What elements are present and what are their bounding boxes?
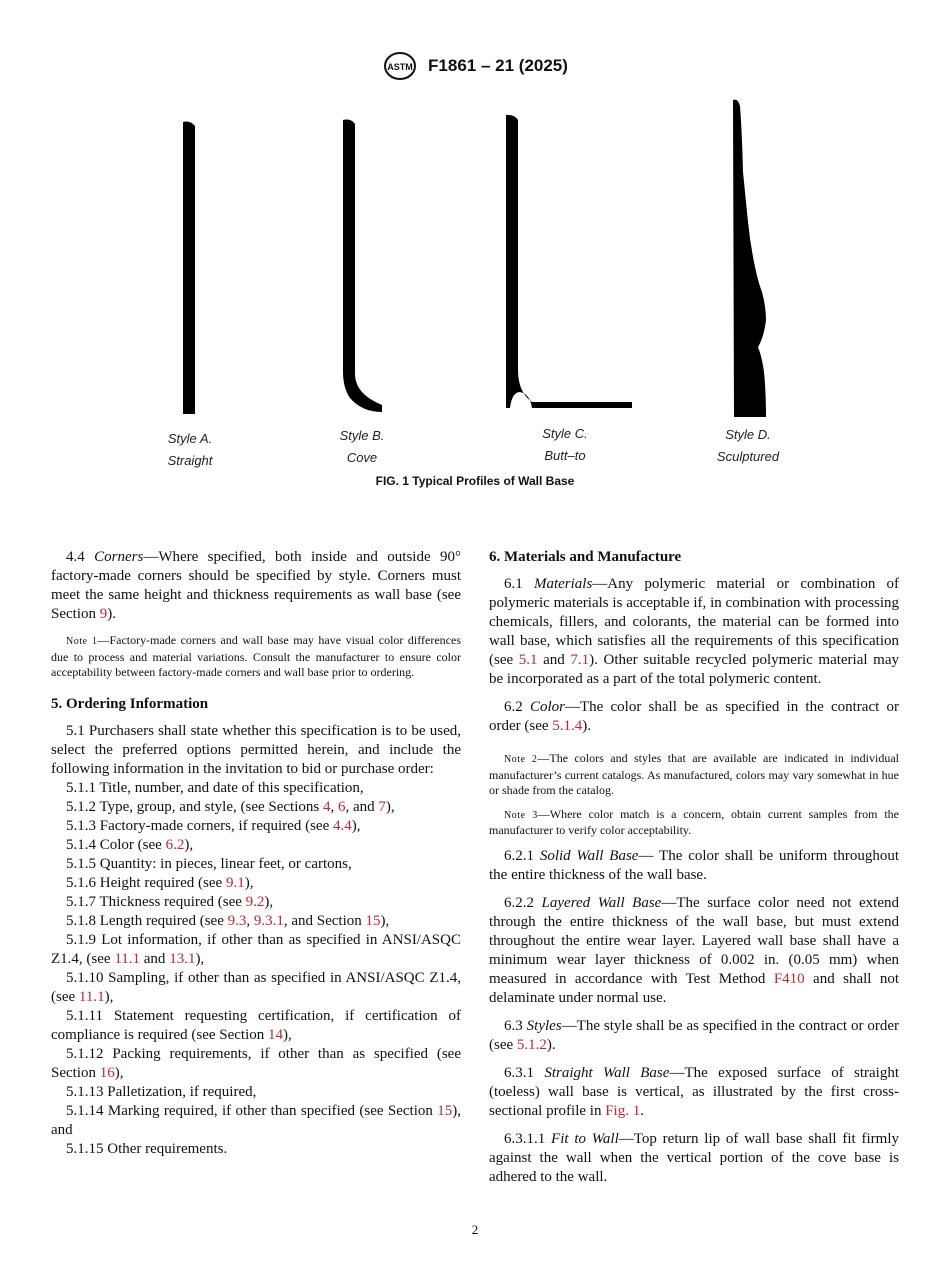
document-number: F1861 – 21 (2025) — [428, 56, 568, 75]
style-b-label: Style B. Cove — [339, 428, 385, 465]
list-item: 5.1.8 Length required (see 9.3, 9.3.1, and Section 15), — [66, 912, 390, 929]
page-header — [0, 50, 950, 86]
list-item: 5.1.13 Palletization, if required, — [66, 1083, 257, 1100]
paragraph-6-3: 6.3 Styles—The style shall be as specified in the contract or order (see 5.1.2). — [489, 1017, 900, 1053]
astm-logo — [382, 50, 418, 82]
style-d-label: Style D. Sculptured — [716, 427, 780, 464]
section-6-heading: 6. Materials and Manufacture — [489, 549, 682, 565]
ref-link[interactable]: 4 — [322, 798, 331, 815]
profile-style-b-cove — [343, 120, 382, 413]
style-a-label: Style A. Straight — [167, 431, 213, 468]
ref-link[interactable]: 9 — [99, 606, 108, 622]
list-item: 5.1.2 Type, group, and style, (see Sections 4, 6, and 7), — [66, 798, 395, 815]
list-item: 5.1.6 Height required (see 9.1), — [66, 874, 254, 891]
profile-drawings — [150, 92, 810, 472]
list-item: 5.1.11 Statement requesting certification, if certification of compliance is required (see Section 14), — [51, 1007, 461, 1043]
ref-link[interactable]: 7.1 — [570, 652, 590, 668]
ref-link[interactable]: 9.1 — [225, 874, 245, 891]
ref-link[interactable]: 6 — [337, 798, 346, 815]
paragraph-6-2: 6.2 Color—The color shall be as specified in the contract or order (see 5.1.4). — [489, 699, 899, 734]
list-item: 5.1.15 Other requirements. — [66, 1140, 228, 1157]
page-number: 2 — [471, 1222, 479, 1237]
list-item: 5.1.14 Marking required, if other than specified (see Section 15), and — [51, 1102, 461, 1138]
list-item: 5.1.5 Quantity: in pieces, linear feet, or cartons, — [66, 855, 352, 872]
list-item: 5.1.9 Lot information, if other than as specified in ANSI/ASQC Z1.4, (see 11.1 and 13.1), — [51, 931, 461, 967]
ref-link[interactable]: 9.2 — [245, 893, 265, 910]
ref-link[interactable]: 13.1 — [169, 950, 196, 967]
ref-link[interactable]: 9.3.1 — [253, 912, 284, 929]
note-2: Note 2—The colors and styles that are available are indicated in individual manufacturer’s current catalogs. As manufactured, colors may vary somewhat in hue or shade from the catalog. — [489, 751, 899, 797]
style-c-label: Style C. Butt–to — [542, 426, 588, 463]
paragraph-4-4: 4.4 Corners—Where specified, both inside and outside 90° factory-made corners should be specified by style. Corners must meet the same height and thickness requirements as wall base (see Section 9). — [51, 549, 462, 622]
ref-link[interactable]: 7 — [378, 798, 386, 815]
paragraph-6-2-1: 6.2.1 Solid Wall Base— The color shall be uniform throughout the entire thickness of the wall base. — [489, 847, 900, 883]
ref-link[interactable]: 14 — [268, 1026, 284, 1043]
profile-style-d-sculptured — [733, 100, 766, 417]
ref-link[interactable]: 4.4 — [332, 817, 352, 834]
right-column — [489, 548, 899, 1196]
ref-link[interactable]: 11.1 — [114, 950, 141, 967]
ref-link[interactable]: 15 — [437, 1102, 453, 1119]
list-item: 5.1.10 Sampling, if other than as specified in ANSI/ASQC Z1.4, (see 11.1), — [51, 969, 461, 1005]
profile-style-c-butt-to — [506, 115, 632, 408]
ref-link[interactable]: 6.2 — [165, 836, 185, 853]
note-3: Note 3—Where color match is a concern, obtain current samples from the manufacturer to verify color acceptability. — [489, 806, 899, 837]
paragraph-6-2-2: 6.2.2 Layered Wall Base—The surface color need not extend through the entire thickness of the wall base, but must extend throughout the entire wear layer. Layered wall base shall have a minimum wear layer thickness of 0.002 in. (0.05 mm) when measured in accordance with Test Method F410 and shall not delaminate under normal use. — [489, 894, 900, 1006]
ref-link[interactable]: 5.1.4 — [552, 718, 583, 734]
ref-link[interactable]: F410 — [773, 970, 805, 987]
profile-style-a-straight — [183, 122, 195, 415]
svg-text:ASTM: ASTM — [387, 62, 413, 72]
paragraph-6-3-1: 6.3.1 Straight Wall Base—The exposed surface of straight (toeless) wall base is vertical, as illustrated by the first cross-sectional profile in Fig. 1. — [489, 1064, 900, 1119]
section-5-heading: 5. Ordering Information — [51, 695, 209, 712]
list-item: 5.1.7 Thickness required (see 9.2), — [66, 893, 274, 910]
paragraph-5-1: 5.1 Purchasers shall state whether this specification is to be used, select the preferred options permitted herein, and include the following information in the invitation to bid or purchase order: — [51, 722, 461, 777]
paragraph-6-1: 6.1 Materials—Any polymeric material or combination of polymeric materials is acceptable if, in combination with processing chemicals, fillers, and colorants, the material can be formed into wall base, which satisfies all the requirements of this specification (see 5.1 and 7.1). Other suitable recycled polymeric material may be incorporated as a part of the total polymeric content. — [489, 576, 900, 687]
figure-caption: FIG. 1 Typical Profiles of Wall Base — [375, 474, 575, 488]
list-item: 5.1.3 Factory-made corners, if required (see 4.4), — [66, 817, 361, 834]
ref-link[interactable]: 5.1 — [518, 652, 538, 668]
list-item: 5.1.1 Title, number, and date of this specification, — [66, 779, 364, 796]
ref-link[interactable]: 5.1.2 — [516, 1036, 547, 1053]
left-column — [51, 548, 461, 1159]
ref-link[interactable]: 15 — [365, 912, 381, 929]
ref-link[interactable]: 16 — [99, 1064, 115, 1081]
paragraph-6-3-1-1: 6.3.1.1 Fit to Wall—Top return lip of wall base shall fit firmly against the wall when the vertical portion of the cove base is adhered to the wall. — [489, 1130, 899, 1185]
list-item: 5.1.4 Color (see 6.2), — [66, 836, 194, 853]
ref-link[interactable]: 9.3 — [227, 912, 247, 929]
figure-1-profiles — [150, 92, 810, 472]
note-1: Note 1—Factory-made corners and wall base may have visual color differences due to process and material variations. Consult the manufacturer to ensure color acceptability between factory-made corners and wall base prior to ordering. — [51, 633, 461, 679]
list-item: 5.1.12 Packing requirements, if other than as specified (see Section 16), — [51, 1045, 461, 1081]
ref-link[interactable]: 11.1 — [78, 988, 105, 1005]
ref-link[interactable]: Fig. 1 — [605, 1102, 641, 1119]
